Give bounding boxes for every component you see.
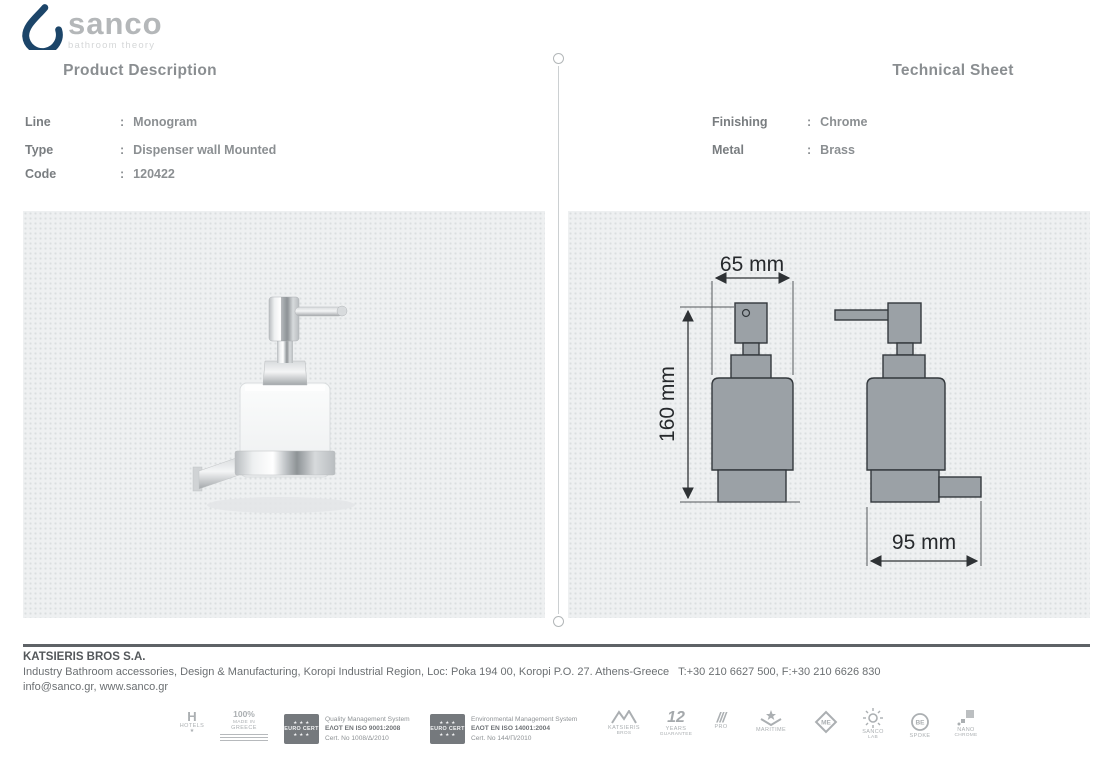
divider-bottom-dot	[553, 616, 564, 627]
field-label: Line	[25, 115, 51, 129]
badge-bespoke	[900, 712, 940, 739]
badge-eurocert-quality	[284, 714, 410, 744]
dimension-height-label: 160 mm	[656, 366, 679, 442]
bespoke-label: SPOKE	[909, 733, 931, 739]
eurocert-number: Cert. No 144/Π/2010	[471, 734, 532, 742]
eurocert-stars: ★ ★ ★	[293, 719, 310, 725]
me-label: ME	[821, 719, 831, 727]
badge-maritime	[744, 710, 798, 733]
company-address: Industry Bathroom accessories, Design & Manufacturing, Koropi Industrial Region, Loc: Poka 194 00, Koropi P.O. 27. Athens-Greece T:+30 210 6627 500, F:+30 210 6626 830	[23, 666, 881, 678]
nano-particles-icon	[956, 710, 976, 726]
greece-percent: 100%	[233, 709, 255, 719]
vertical-divider	[558, 66, 559, 614]
maritime-icon	[759, 710, 783, 726]
field-colon: :	[807, 115, 812, 129]
technical-drawing-panel	[568, 211, 1090, 618]
footer-divider	[23, 644, 1090, 647]
product-photo-panel	[23, 211, 545, 618]
divider-top-dot	[553, 53, 564, 64]
years-sub: GUARANTEE	[659, 732, 693, 738]
pro-label: PRO	[714, 724, 728, 730]
years-label: YEARS	[665, 726, 687, 732]
field-label: Metal	[712, 143, 744, 157]
field-code	[25, 168, 175, 181]
field-finishing	[712, 116, 867, 129]
years-number: 12	[667, 709, 685, 726]
field-line	[25, 116, 197, 129]
eurocert-stars: ★ ★ ★	[293, 732, 310, 738]
company-name: KATSIERIS BROS S.A.	[23, 651, 146, 663]
field-colon: :	[120, 115, 125, 129]
field-colon: :	[120, 167, 125, 181]
eurocert-stars: ★ ★ ★	[439, 732, 456, 738]
badge-12-years	[655, 710, 697, 738]
eurocert-standard: ΕΛΟΤ EN ISO 9001:2008	[325, 725, 401, 733]
field-value: Chrome	[820, 115, 868, 129]
dimension-depth-label: 95 mm	[891, 531, 957, 554]
eurocert-name: EURO CERT	[430, 725, 465, 732]
eurocert-system: Quality Management System	[325, 715, 410, 723]
diamond-icon	[814, 710, 838, 734]
sun-icon	[863, 708, 883, 728]
product-description-title: Product Description	[63, 62, 217, 79]
eurocert-standard: ΕΛΟΤ EN ISO 14001:2004	[471, 725, 550, 733]
katsieris-sub: BROS	[616, 731, 632, 737]
nano-label: NANO	[957, 727, 975, 733]
brand-tagline: bathroom theory	[68, 40, 156, 51]
sanco-lab-label: SANCO	[862, 729, 884, 735]
greece-lines-icon	[220, 734, 268, 743]
badge-hotels	[170, 710, 214, 735]
badge-katsieris-bros	[598, 710, 650, 737]
field-type	[25, 144, 276, 157]
eurocert-shield-icon	[430, 714, 465, 744]
badge-sanco-lab	[852, 708, 894, 741]
badge-eurocert-environmental	[430, 714, 577, 744]
field-label: Type	[25, 143, 54, 157]
eurocert-shield-icon	[284, 714, 319, 744]
hotels-icon: H	[187, 709, 197, 724]
eurocert-system: Environmental Management System	[471, 715, 578, 723]
hotels-label: HOTELS	[179, 723, 205, 729]
bespoke-be: BE	[915, 719, 925, 727]
company-contacts: info@sanco.gr, www.sanco.gr	[23, 681, 169, 693]
mountains-icon	[611, 710, 637, 724]
field-value: 120422	[133, 167, 175, 181]
field-label: Code	[25, 167, 57, 181]
greece-label: GREECE	[231, 725, 257, 732]
maritime-label: MARITIME	[755, 727, 787, 733]
dimension-drawing	[568, 211, 1090, 618]
badge-me	[806, 710, 846, 735]
circle-be-icon	[910, 712, 930, 732]
eurocert-name: EURO CERT	[284, 725, 319, 732]
eurocert-number: Cert. No 1008/Δ/2010	[325, 734, 389, 742]
sanco-lab-sub: LAB	[868, 735, 878, 741]
hotels-star-icon: ★	[189, 729, 195, 735]
technical-sheet-title: Technical Sheet	[892, 62, 1014, 79]
logo	[18, 2, 163, 51]
field-metal	[712, 144, 855, 157]
greece-made-in: MADE IN	[232, 719, 256, 725]
field-colon: :	[807, 143, 812, 157]
katsieris-label: KATSIERIS	[608, 725, 640, 731]
slashes-icon: ///	[716, 709, 726, 725]
field-value: Monogram	[133, 115, 198, 129]
nano-sub: CHROME	[954, 733, 978, 739]
eurocert-stars: ★ ★ ★	[439, 719, 456, 725]
field-label: Finishing	[712, 115, 768, 129]
dimension-width-label: 65 mm	[719, 253, 785, 276]
field-value: Brass	[820, 143, 855, 157]
dispenser-photo	[23, 211, 545, 618]
water-drop-icon	[18, 2, 64, 50]
badge-pro	[703, 710, 739, 730]
field-value: Dispenser wall Mounted	[133, 143, 277, 157]
field-colon: :	[120, 143, 125, 157]
badge-made-in-greece	[220, 710, 268, 743]
badge-nano-chrome	[942, 710, 990, 739]
brand-name: sanco	[68, 6, 163, 41]
